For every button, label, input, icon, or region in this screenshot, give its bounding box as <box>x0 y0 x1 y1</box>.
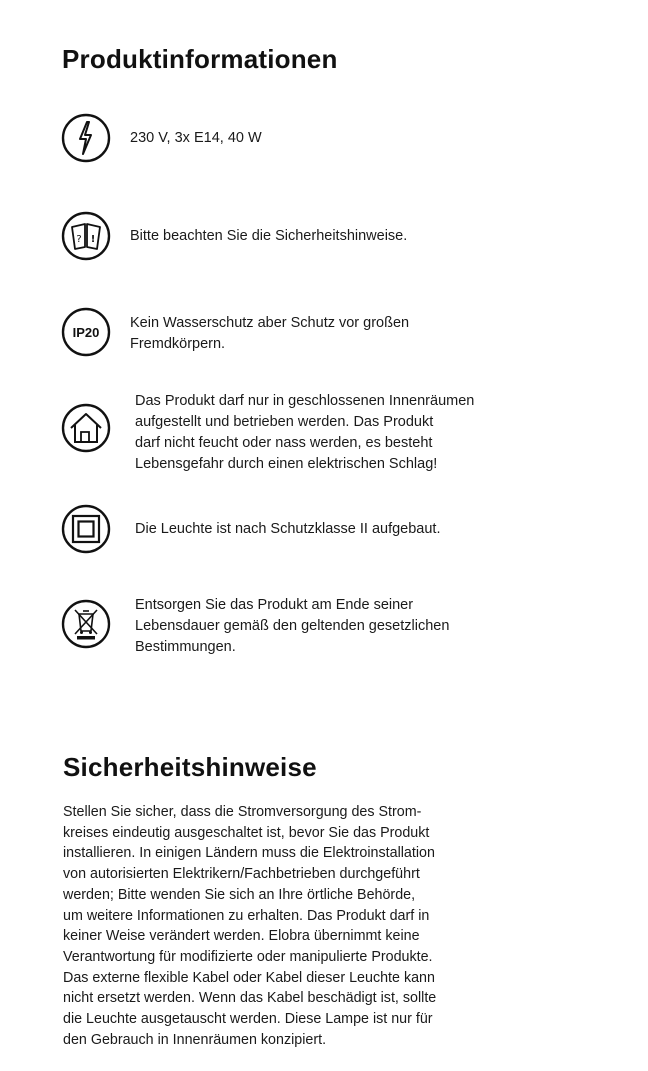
lightning-icon <box>60 112 112 164</box>
info-text: 230 V, 3x E14, 40 W <box>130 130 262 146</box>
safety-instructions-icon <box>60 210 112 262</box>
product-info-heading: Produktinformationen <box>62 44 338 74</box>
safety-paragraph: Stellen Sie sicher, dass die Stromversorgung des Strom- kreises eindeutig ausgeschaltet ist, bevor Sie das Produkt installieren. In einigen Ländern muss die Elektroinstallation von autorisierten Elektrikern/Fachbetrieben durchgeführt werden; Bitte wenden Sie sich an Ihre örtliche Behörde, um weitere Informationen zu erhalten. Das Produkt darf in keiner Weise verändert werden. Elobra übernimmt keine Verantwortung für modifizierte oder manipulierte Produkte. Das externe flexible Kabel oder Kabel dieser Leuchte kann nicht ersetzt werden. Wenn das Kabel beschädigt ist, sollte die Leuchte ausgetauscht werden. Diese Lampe ist nur für den Gebrauch in Innenräumen konzipiert. <box>63 804 437 1048</box>
svg-text:?: ? <box>76 234 82 245</box>
info-text: Die Leuchte ist nach Schutzklasse II aufgebaut. <box>135 521 441 537</box>
ip20-icon <box>60 306 112 358</box>
safety-heading: Sicherheitshinweise <box>63 752 317 782</box>
info-text: Das Produkt darf nur in geschlossenen Innenräumen aufgestellt und betrieben werden. Das Produkt darf nicht feucht oder nass werden, es besteht Lebensgefahr durch einen elektrischen Schlag! <box>135 393 475 472</box>
svg-text:IP20: IP20 <box>72 325 100 340</box>
indoor-house-icon <box>60 402 112 454</box>
protection-class-2-icon <box>60 503 112 555</box>
svg-text:!: ! <box>90 234 96 245</box>
info-text: Entsorgen Sie das Produkt am Ende seiner Lebensdauer gemäß den geltenden gesetzlichen Bestimmungen. <box>135 597 450 655</box>
info-text: Kein Wasserschutz aber Schutz vor großen Fremdkörpern. <box>130 315 410 352</box>
weee-crossed-bin-icon <box>60 598 112 650</box>
info-text: Bitte beachten Sie die Sicherheitshinweise. <box>130 228 408 244</box>
